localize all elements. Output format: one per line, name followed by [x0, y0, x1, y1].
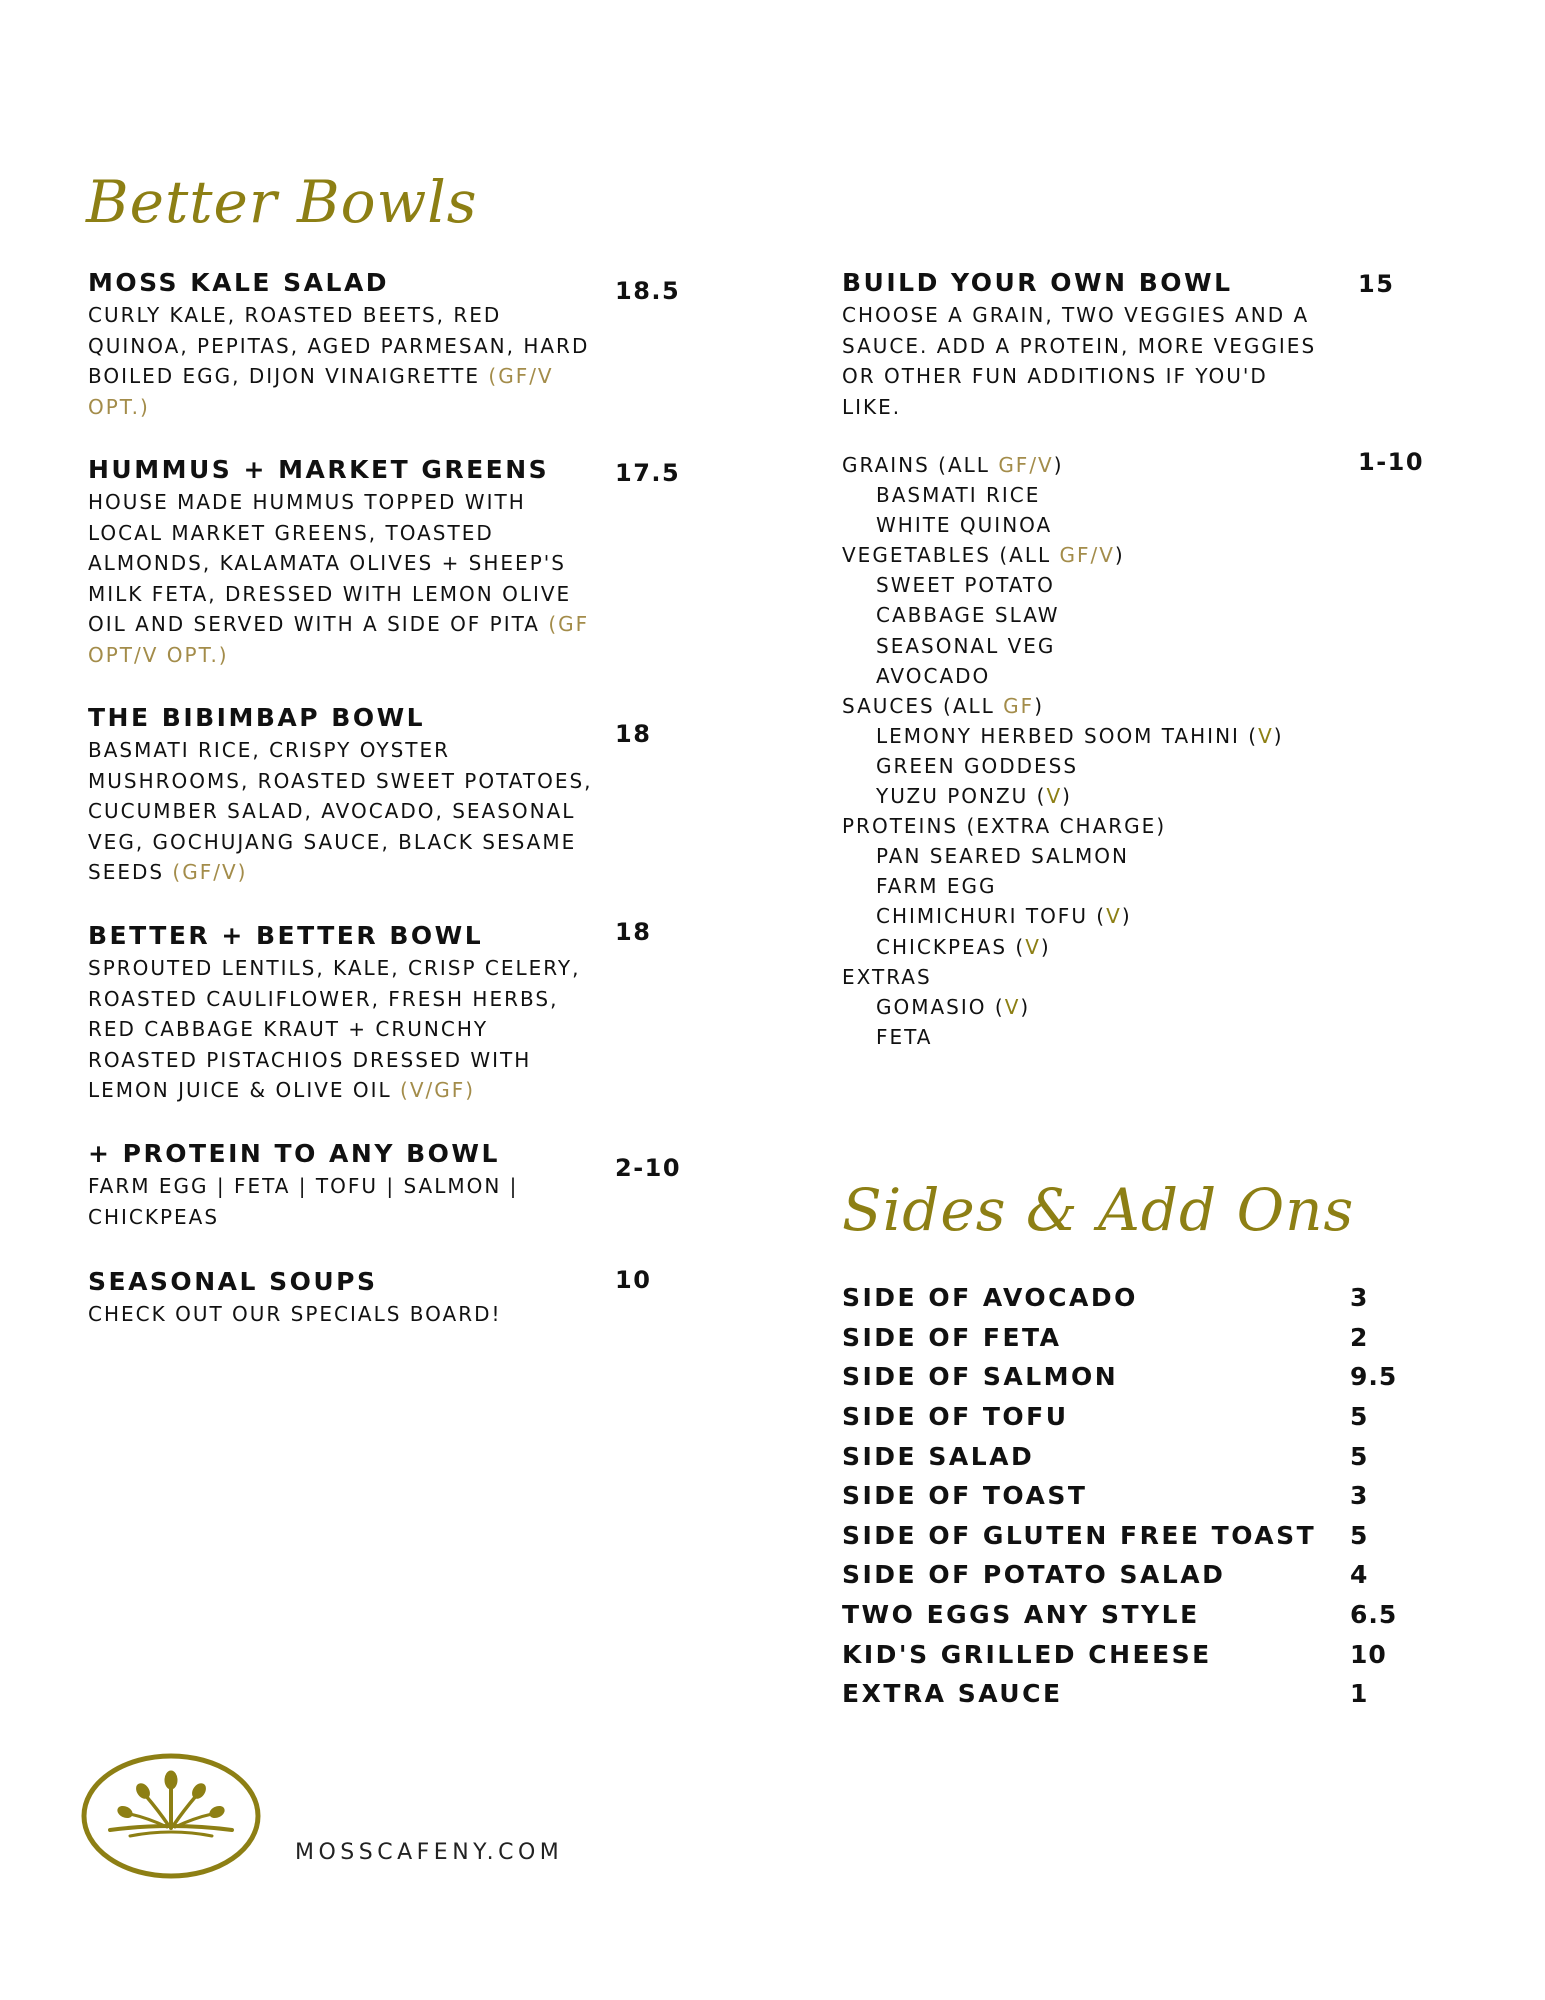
sides-section-title: Sides & Add Ons — [842, 1176, 1355, 1244]
side-item-price: 9.5 — [1350, 1362, 1398, 1392]
side-item-name: SIDE OF GLUTEN FREE TOAST — [842, 1520, 1317, 1550]
option-label: CABBAGE SLAW — [876, 603, 1060, 628]
option-item — [842, 600, 1362, 630]
side-item-name: SIDE SALAD — [842, 1441, 1035, 1471]
option-label: FETA — [876, 1024, 933, 1049]
option-suffix: ) — [1114, 543, 1125, 568]
menu-item-moss-kale-salad — [88, 266, 603, 422]
side-item-price: 4 — [1350, 1560, 1369, 1590]
option-item — [842, 570, 1362, 600]
item-price: 15 — [1358, 270, 1395, 298]
side-item-price: 3 — [1350, 1481, 1369, 1511]
option-category — [842, 962, 1362, 992]
side-item-name: SIDE OF SALMON — [842, 1362, 1119, 1392]
menu-item-build-your-own-bowl — [842, 266, 1332, 422]
option-item — [842, 1022, 1362, 1052]
option-item — [842, 751, 1362, 781]
dietary-tag: (V/GF) — [400, 1078, 476, 1102]
dietary-tag: GF/V — [1059, 543, 1115, 568]
item-description: CHOOSE A GRAIN, TWO VEGGIES AND A SAUCE. ADD A PROTEIN, MORE VEGGIES OR OTHER FUN ADDITIONS IF YOU'D LIKE. — [842, 303, 1317, 419]
option-label: LEMONY HERBED SOOM TAHINI ( — [876, 723, 1259, 748]
side-item-price: 5 — [1350, 1402, 1369, 1432]
item-name: BUILD YOUR OWN BOWL — [842, 268, 1233, 297]
menu-item-bibimbap-bowl — [88, 701, 603, 888]
option-label: VEGETABLES (ALL — [842, 543, 1060, 568]
option-item — [842, 841, 1362, 871]
side-item-name: KID'S GRILLED CHEESE — [842, 1639, 1212, 1669]
side-item-price: 2 — [1350, 1322, 1369, 1352]
option-suffix: ) — [1020, 994, 1031, 1019]
website-link[interactable]: MOSSCAFENY.COM — [295, 1840, 564, 1865]
option-suffix: ) — [1053, 453, 1064, 477]
option-suffix: ) — [1062, 784, 1072, 809]
option-item — [842, 781, 1362, 811]
sprouting-plant-logo — [80, 1752, 262, 1884]
item-description: HOUSE MADE HUMMUS TOPPED WITH LOCAL MARKET GREENS, TOASTED ALMONDS, KALAMATA OLIVES + SHEEP'S MILK FETA, DRESSED WITH LEMON OLIVE OIL AND SERVED WITH A SIDE OF PITA (GF OPT/V OPT.) — [88, 490, 590, 667]
option-label: EXTRAS — [842, 964, 932, 989]
option-item — [842, 932, 1362, 962]
side-item-name: SIDE OF TOAST — [842, 1481, 1088, 1511]
side-item-row — [842, 1357, 1402, 1397]
option-label: SWEET POTATO — [876, 573, 1055, 598]
item-name: HUMMUS + MARKET GREENS — [88, 455, 550, 484]
side-item-row — [842, 1278, 1402, 1318]
option-label: AVOCADO — [876, 663, 991, 688]
option-label: FARM EGG — [876, 874, 997, 899]
menu-item-better-better-bowl — [88, 919, 603, 1106]
item-price: 18 — [615, 720, 652, 748]
side-item-price: 6.5 — [1350, 1600, 1398, 1630]
dietary-tag: V — [1004, 994, 1021, 1019]
side-item-price: 1 — [1350, 1679, 1369, 1709]
side-item-row — [842, 1476, 1402, 1516]
item-price: 18.5 — [615, 277, 681, 305]
side-item-price: 3 — [1350, 1283, 1369, 1313]
item-description: CURLY KALE, ROASTED BEETS, RED QUINOA, PEPITAS, AGED PARMESAN, HARD BOILED EGG, DIJON VINAIGRETTE (GF/V OPT.) — [88, 303, 590, 419]
dietary-tag: V — [1046, 784, 1063, 809]
option-label: PROTEINS (EXTRA CHARGE) — [842, 814, 1167, 839]
build-your-own-options-list — [842, 450, 1362, 1052]
option-suffix: ) — [1034, 693, 1044, 718]
dietary-tag: V — [1106, 904, 1122, 929]
option-item — [842, 721, 1362, 751]
option-label: YUZU PONZU ( — [876, 784, 1047, 809]
side-item-row — [842, 1318, 1402, 1358]
option-item — [842, 510, 1362, 540]
side-item-name: EXTRA SAUCE — [842, 1679, 1063, 1709]
item-price: 2-10 — [615, 1154, 682, 1182]
side-item-name: SIDE OF TOFU — [842, 1402, 1069, 1432]
sides-list — [842, 1278, 1402, 1714]
option-label: PAN SEARED SALMON — [876, 844, 1129, 869]
side-item-row — [842, 1674, 1402, 1714]
item-description: SPROUTED LENTILS, KALE, CRISP CELERY, ROASTED CAULIFLOWER, FRESH HERBS, RED CABBAGE KRAUT + CRUNCHY ROASTED PISTACHIOS DRESSED WITH LEMON JUICE & OLIVE OIL (V/GF) — [88, 956, 581, 1102]
item-name: THE BIBIMBAP BOWL — [88, 703, 426, 732]
option-category — [842, 691, 1362, 721]
side-item-row — [842, 1595, 1402, 1635]
side-item-row — [842, 1516, 1402, 1556]
option-item — [842, 901, 1362, 931]
option-label: GREEN GODDESS — [876, 753, 1079, 778]
item-name: + PROTEIN TO ANY BOWL — [88, 1139, 500, 1168]
side-item-name: SIDE OF POTATO SALAD — [842, 1560, 1226, 1590]
item-name: BETTER + BETTER BOWL — [88, 921, 484, 950]
side-item-price: 5 — [1350, 1441, 1369, 1471]
option-category — [842, 450, 1362, 480]
menu-item-seasonal-soups — [88, 1265, 603, 1330]
menu-item-hummus-market-greens — [88, 453, 603, 670]
option-item — [842, 480, 1362, 510]
dietary-tag: (GF OPT/V OPT.) — [88, 612, 590, 667]
side-item-price: 5 — [1350, 1520, 1369, 1550]
option-label: GOMASIO ( — [876, 994, 1005, 1019]
option-suffix: ) — [1040, 934, 1051, 959]
dietary-tag: GF — [1003, 693, 1035, 718]
item-description: BASMATI RICE, CRISPY OYSTER MUSHROOMS, ROASTED SWEET POTATOES, CUCUMBER SALAD, AVOCADO, SEASONAL VEG, GOCHUJANG SAUCE, BLACK SESAME SEEDS (GF/V) — [88, 738, 593, 884]
option-item — [842, 871, 1362, 901]
option-suffix: ) — [1121, 904, 1132, 929]
option-label: CHIMICHURI TOFU ( — [876, 904, 1107, 929]
dietary-tag: (GF/V) — [172, 860, 248, 884]
option-category — [842, 540, 1362, 570]
side-item-name: SIDE OF AVOCADO — [842, 1283, 1138, 1313]
option-item — [842, 631, 1362, 661]
option-label: CHICKPEAS ( — [876, 934, 1026, 959]
dietary-tag: (GF/V OPT.) — [88, 364, 554, 419]
option-suffix: ) — [1273, 723, 1284, 748]
side-item-row — [842, 1555, 1402, 1595]
side-item-name: TWO EGGS ANY STYLE — [842, 1600, 1200, 1630]
dietary-tag: GF/V — [998, 453, 1054, 477]
side-item-price: 10 — [1350, 1639, 1387, 1669]
bowls-section-title: Better Bowls — [86, 168, 478, 236]
menu-item-protein-add-on — [88, 1137, 603, 1232]
side-item-row — [842, 1397, 1402, 1437]
option-category — [842, 811, 1362, 841]
option-label: BASMATI RICE — [876, 483, 1041, 508]
option-label: GRAINS (ALL — [842, 453, 999, 477]
options-price: 1-10 — [1358, 448, 1425, 476]
item-price: 18 — [615, 918, 652, 946]
side-item-row — [842, 1436, 1402, 1476]
option-label: SEASONAL VEG — [876, 633, 1056, 658]
item-name: SEASONAL SOUPS — [88, 1267, 378, 1296]
item-description: CHECK OUT OUR SPECIALS BOARD! — [88, 1302, 502, 1326]
option-item — [842, 992, 1362, 1022]
option-item — [842, 661, 1362, 691]
dietary-tag: V — [1258, 723, 1274, 748]
item-description: FARM EGG | FETA | TOFU | SALMON | CHICKPEAS — [88, 1174, 519, 1229]
item-price: 17.5 — [615, 459, 681, 487]
option-label: WHITE QUINOA — [876, 513, 1053, 538]
item-price: 10 — [615, 1266, 652, 1294]
side-item-name: SIDE OF FETA — [842, 1322, 1062, 1352]
side-item-row — [842, 1634, 1402, 1674]
option-label: SAUCES (ALL — [842, 693, 1004, 718]
item-name: MOSS KALE SALAD — [88, 268, 390, 297]
dietary-tag: V — [1025, 934, 1041, 959]
